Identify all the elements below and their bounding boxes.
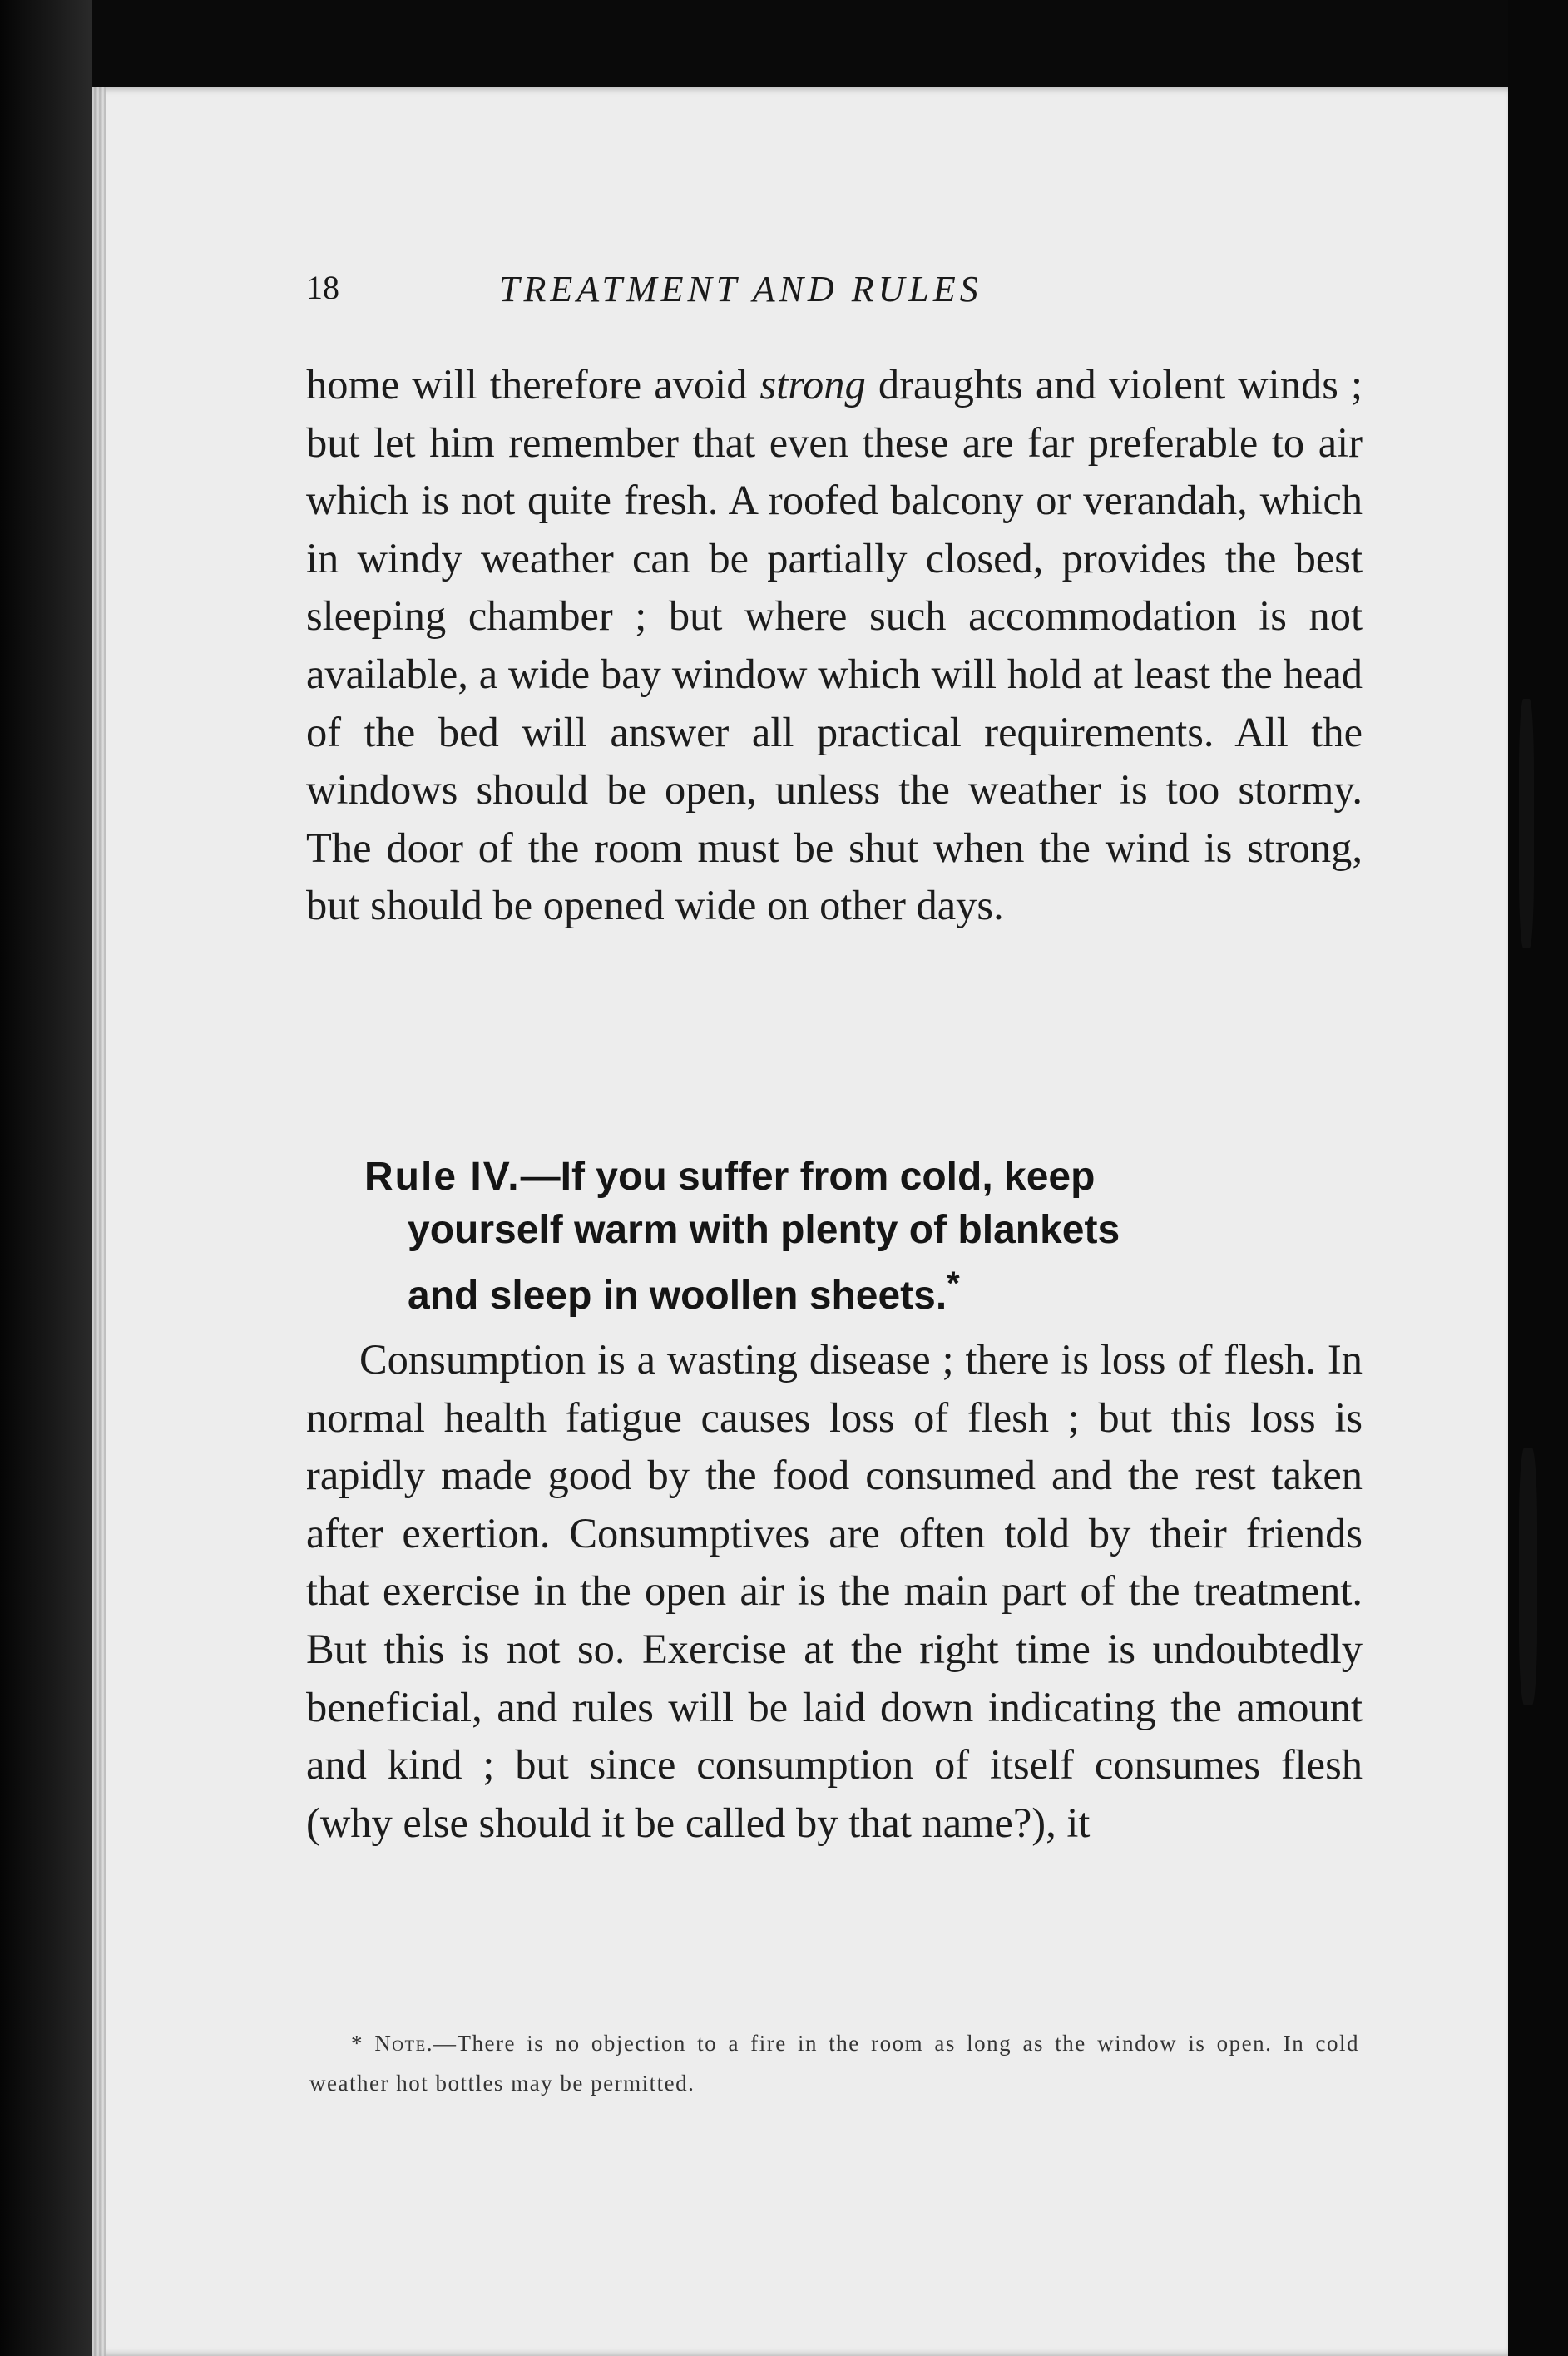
rule-dash: — (520, 1155, 561, 1199)
binding-mark-top (1519, 699, 1534, 948)
rule-line-3-wrap (364, 1257, 1371, 1323)
footnote-label: Note. (374, 2031, 433, 2056)
emphasis-strong: strong (759, 361, 866, 408)
footnote-text (309, 2023, 1359, 2103)
body-paragraph-1 (306, 356, 1363, 935)
paragraph-1-start: home will therefore avoid (306, 361, 760, 408)
running-head: TREATMENT AND RULES (499, 269, 982, 309)
page-number: 18 (306, 269, 339, 306)
page-header (306, 268, 1363, 326)
scan-border-top (0, 0, 1568, 87)
footnote-dash: — (433, 2031, 458, 2056)
paragraph-1-rest: draughts and violent winds ; but let him remember that even these are far preferable to air which is not quite fresh. A roofed balcony or verandah, which in windy weather can be partially closed, provides the best sleeping chamber ; but where such accommodation is not available, a wide bay window which will hold at least the head of the bed will answer all practical requirements. All the windows should be open, unless the weather is too stormy. The door of the room must be shut when the wind is strong, but should be opened wide on other days. (306, 361, 1363, 929)
scan-border-left (0, 0, 92, 2356)
footnote-body: There is no objection to a fire in the room as long as the window is open. In cold weather hot bottles may be permitted. (309, 2031, 1359, 2096)
rule-heading (364, 1151, 1371, 1323)
rule-line-1: If you suffer from cold, keep (560, 1155, 1096, 1199)
rule-label: Rule IV. (364, 1155, 521, 1199)
scan-border-right (1508, 0, 1568, 2356)
body-paragraph-2: Consumption is a wasting disease ; there is loss of flesh. In normal health fatigue causes loss of flesh ; but this loss is rapidly made good by the food consumed and the rest taken after exertion. Consumptives are often told by their friends that exercise in the open air is the main part of the treatment. But this is not so. Exercise at the right time is undoubtedly beneficial, and rules will be laid down indicating the amount and kind ; but since consumption of itself consumes flesh (why else should it be called by that name?), it (306, 1336, 1363, 1846)
rule-footnote-marker: * (947, 1265, 960, 1302)
rule-line-2: yourself warm with plenty of blankets (408, 1208, 1120, 1252)
rule-line-3: and sleep in woollen sheets. (408, 1274, 947, 1318)
footnote-marker: * (351, 2031, 364, 2056)
binding-mark-bottom (1519, 1448, 1537, 1705)
page-edge (92, 87, 106, 2356)
footnote (309, 2023, 1359, 2103)
